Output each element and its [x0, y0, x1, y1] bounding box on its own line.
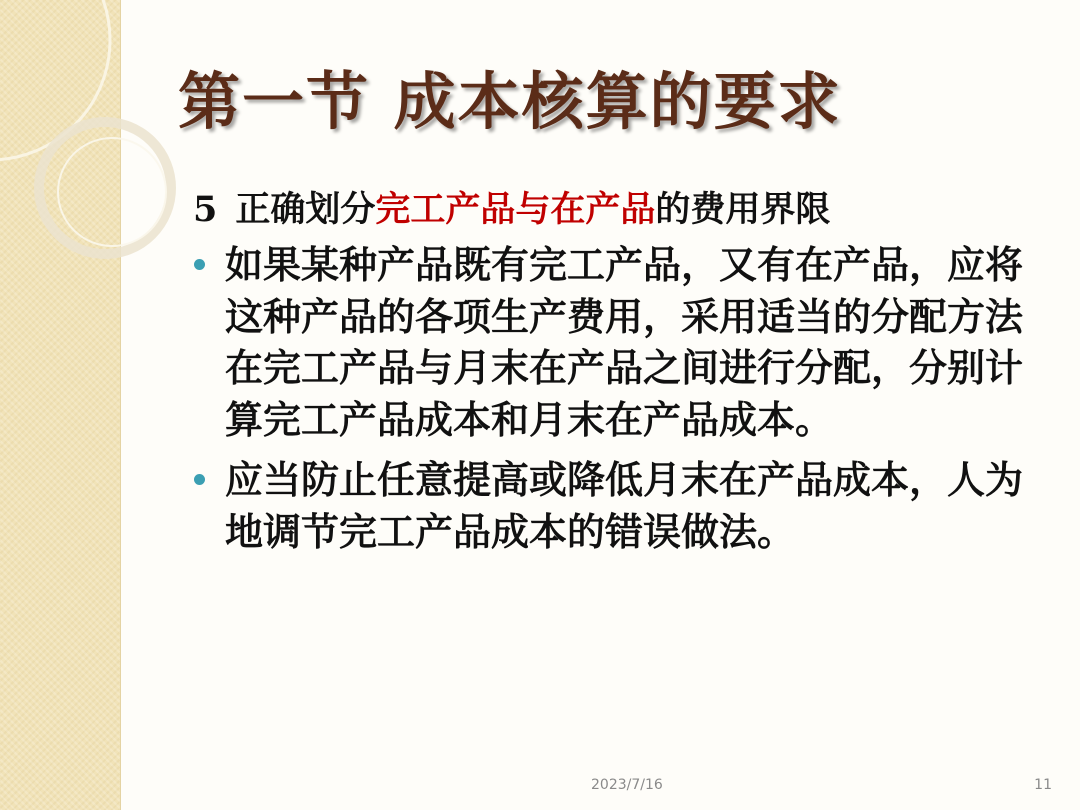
- heading-highlight: 完工产品与在产品: [375, 189, 656, 230]
- bullet-item: [193, 455, 1033, 558]
- bullet-text: 如果某种产品既有完工产品，又有在产品，应将这种产品的各项生产费用，采用适当的分配方法在完工产品与月末在产品之间进行分配，分别计算完工产品成本和月末在产品成本。: [225, 243, 1024, 442]
- bullet-item: [193, 240, 1033, 446]
- bullet-dot-icon: [194, 259, 205, 270]
- decorative-circles: [0, 0, 200, 300]
- heading-number: 5: [193, 189, 218, 230]
- page-number: 11: [1034, 777, 1052, 793]
- decorative-circle-inner: [58, 138, 166, 246]
- decorative-circle-large: [0, 0, 110, 160]
- footer-date: 2023/7/16: [591, 777, 663, 793]
- bullet-dot-icon: [194, 474, 205, 485]
- slide-title: 第一节 成本核算的要求: [178, 65, 842, 138]
- heading-prefix: 正确划分: [235, 189, 376, 230]
- bullet-text: 应当防止任意提高或降低月末在产品成本，人为地调节完工产品成本的错误做法。: [225, 458, 1024, 554]
- bullet-list: [193, 240, 1033, 567]
- heading-suffix: 的费用界限: [655, 189, 831, 230]
- section-heading: [193, 182, 830, 232]
